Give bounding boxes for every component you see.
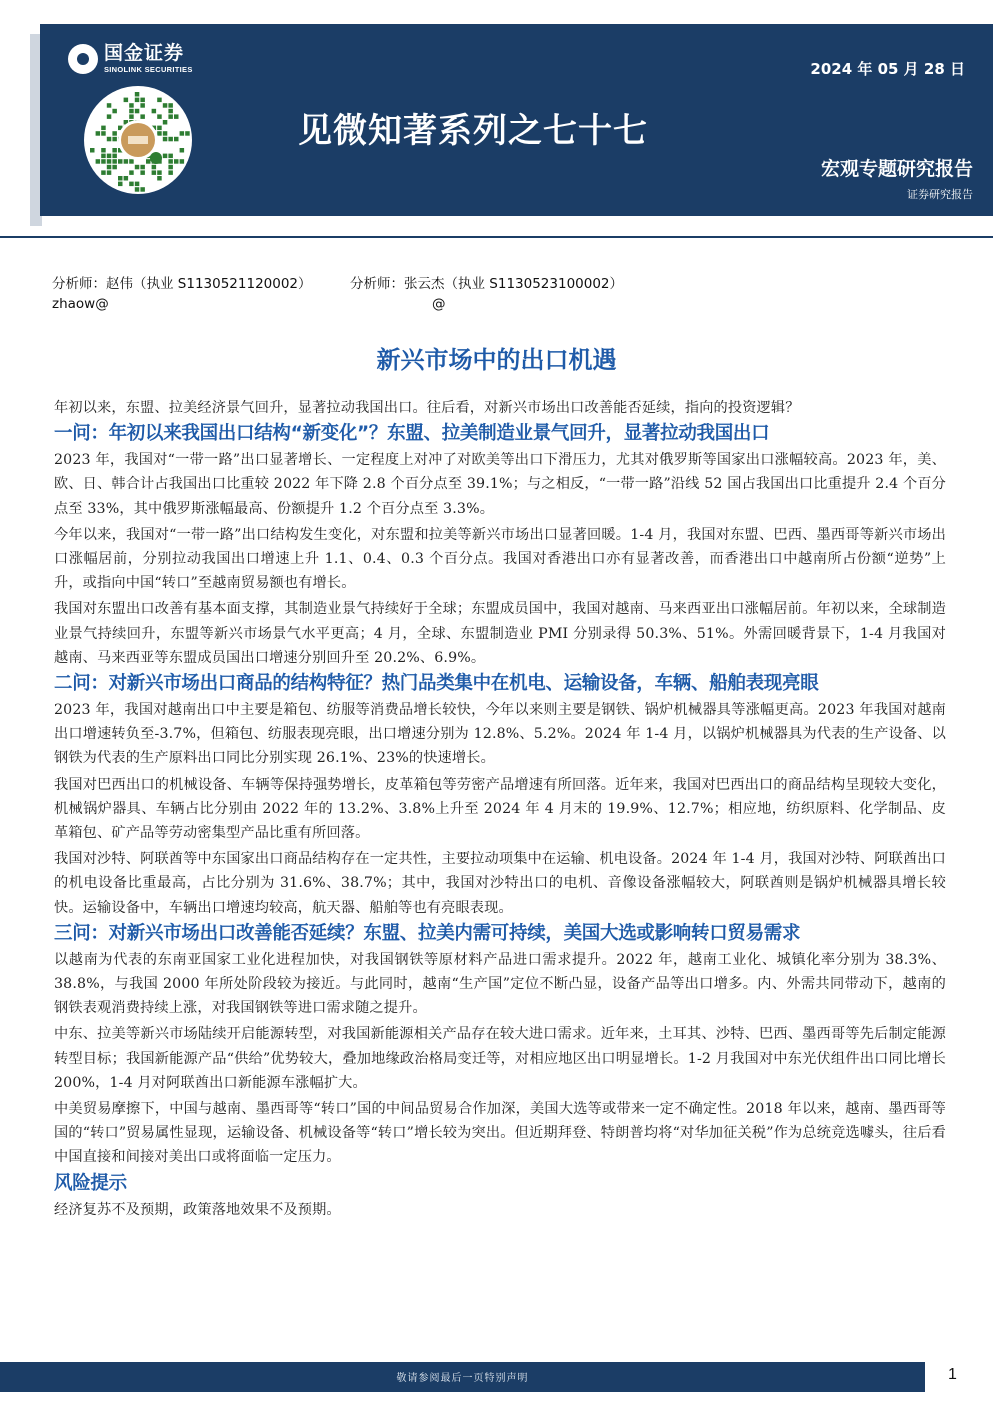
qr-dot	[163, 103, 168, 108]
qr-dot	[112, 148, 117, 153]
qr-dot	[101, 126, 106, 131]
qr-dot	[112, 159, 117, 164]
qr-dot	[140, 114, 145, 119]
page-number: 1	[948, 1366, 957, 1383]
header-rule	[0, 236, 993, 238]
paragraph: 2023 年，我国对越南出口中主要是箱包、纺服等消费品增长较快，今年以来则主要是钢铁、锅炉机械器具等涨幅更高。2023 年我国对越南出口增速转负至-3.7%，但箱包、纺服表现亮眼，出口增速分别为 12.8%、5.2%。2024 年 1-4 月，以锅炉机械器具为代表的生产设备、以钢铁为代表的生产原料出口同比分别实现 26.1%、23%的快速增长。	[54, 702, 946, 767]
qr-dot	[168, 165, 173, 170]
qr-dot	[168, 114, 173, 119]
risk-paragraph: 经济复苏不及预期，政策落地效果不及预期。	[54, 1201, 341, 1218]
qr-dot	[129, 159, 134, 164]
paragraph: 我国对巴西出口的机械设备、车辆等保持强势增长，皮革箱包等劳密产品增速有所回落。近年来，我国对巴西出口的商品结构呈现较大变化，机械锅炉器具、车辆占比分别由 2022 年的 13.2%、3.8%上升至 2024 年 4 月末的 19.9%、12.7%；相应地，纺织原料、化学制品、皮革箱包、矿产品等劳动密集型产品比重有所回落。	[54, 776, 946, 842]
qr-dot	[112, 137, 117, 142]
qr-dot	[157, 176, 162, 181]
qr-dot	[174, 137, 179, 142]
report-subtype: 证券研究报告	[907, 188, 973, 201]
qr-dot	[168, 170, 173, 175]
qr-dot	[152, 170, 157, 175]
qr-dot	[129, 109, 134, 114]
qr-dot	[140, 170, 145, 175]
qr-dot	[174, 114, 179, 119]
qr-dot	[107, 159, 112, 164]
qr-dot	[157, 131, 162, 136]
qr-dot	[140, 98, 145, 103]
analyst-1: 分析师：赵伟（执业 S1130521120002）	[52, 276, 312, 292]
qr-dot	[157, 170, 162, 175]
qr-dot	[135, 165, 140, 170]
qr-dot	[180, 159, 185, 164]
qr-dot	[129, 103, 134, 108]
qr-dot	[135, 92, 140, 97]
qr-dot	[157, 98, 162, 103]
document-title: 新兴市场中的出口机遇	[376, 346, 617, 374]
intro-paragraph: 年初以来，东盟、拉美经济景气回升，显著拉动我国出口。往后看，对新兴市场出口改善能否延续，指向的投资逻辑？	[54, 400, 800, 416]
analyst-2-email[interactable]: @	[432, 296, 446, 312]
paragraph: 中美贸易摩擦下，中国与越南、墨西哥等“转口”国的中间品贸易合作加深，美国大选等或带来一定不确定性。2018 年以来，越南、墨西哥等国的“转口”贸易属性显现，运输设备、机械设备等“转口”增长较为突出。但近期拜登、特朗普均将“对华加征关税”作为总统竞选噱头，往后看中国直接和间接对美出口或将面临一定压力。	[54, 1101, 946, 1166]
qr-dot	[163, 154, 168, 159]
qr-dot	[124, 176, 129, 181]
qr-dot	[107, 170, 112, 175]
logo-mark-icon	[68, 44, 98, 74]
paragraph: 我国对沙特、阿联酋等中东国家出口商品结构存在一定共性，主要拉动项集中在运输、机电设备。2024 年 1-4 月，我国对沙特、阿联酋出口的机电设备比重最高，占比分别为 31.6%、38.7%；其中，我国对沙特出口的电机、音像设备涨幅较大，阿联酋则是锅炉机械器具增长较快。运输设备中，车辆出口增速均较高，航天器、船舶等也有亮眼表现。	[54, 851, 946, 916]
qr-dot	[185, 131, 190, 136]
qr-dot	[152, 165, 157, 170]
qr-dot	[112, 109, 117, 114]
analyst-1-email[interactable]: zhaow@	[52, 296, 109, 312]
qr-dot	[135, 109, 140, 114]
qr-dot	[152, 109, 157, 114]
qr-dot	[168, 159, 173, 164]
qr-dot	[140, 187, 145, 192]
section-heading-2: 二问：对新兴市场出口商品的结构特征？热门品类集中在机电、运输设备，车辆、船舶表现亮眼	[54, 673, 819, 695]
qr-dot	[174, 159, 179, 164]
qr-dot	[168, 154, 173, 159]
qr-dot	[107, 114, 112, 119]
qr-dot	[163, 120, 168, 125]
analyst-info	[52, 274, 952, 314]
qr-dot	[96, 159, 101, 164]
analyst-2: 分析师：张云杰（执业 S1130523100002）	[350, 276, 624, 292]
paragraph: 以越南为代表的东南亚国家工业化进程加快，对我国钢铁等原材料产品进口需求提升。2022 年，越南工业化、城镇化率分别为 38.3%、38.8%，与我国 2000 年所处阶段较为接近。与此同时，越南“生产国”定位不断凸显，设备产品等出口增多。内、外需共同带动下，越南的钢铁表观消费持续上涨，对我国钢铁等进口需求随之提升。	[54, 951, 946, 1017]
qr-dot	[129, 170, 134, 175]
qr-dot	[135, 98, 140, 103]
qr-dot	[163, 131, 168, 136]
qr-dot	[101, 131, 106, 136]
qr-dot	[163, 137, 168, 142]
qr-dot	[101, 154, 106, 159]
qr-dot	[140, 165, 145, 170]
qr-dot	[107, 137, 112, 142]
qr-dot	[112, 165, 117, 170]
series-title: 见微知著系列之七十七	[298, 111, 648, 151]
report-date: 2024 年 05 月 28 日	[810, 60, 965, 78]
qr-dot	[96, 131, 101, 136]
qr-dot	[90, 148, 95, 153]
qr-dot	[107, 154, 112, 159]
qr-dot	[168, 103, 173, 108]
qr-dot	[124, 159, 129, 164]
qr-code-icon[interactable]	[84, 86, 192, 194]
footer-disclaimer[interactable]: 敬请参阅最后一页特别声明	[396, 1373, 529, 1384]
qr-dot	[140, 103, 145, 108]
qr-dot	[124, 98, 129, 103]
qr-dot	[101, 170, 106, 175]
qr-dot	[157, 114, 162, 119]
report-type: 宏观专题研究报告	[820, 158, 973, 180]
section-heading-1: 一问：年初以来我国出口结构“新变化”？东盟、拉美制造业景气回升，显著拉动我国出口	[54, 423, 770, 445]
logo-cn: 国金证券	[104, 42, 185, 65]
qr-dot	[107, 165, 112, 170]
paragraph: 今年以来，我国对“一带一路”出口结构发生变化，对东盟和拉美等新兴市场出口显著回暖。1-4 月，我国对东盟、巴西、墨西哥等新兴市场出口涨幅居前，分别拉动我国出口增速上升 1.1、0.4、0.3 个百分点。我国对香港出口亦有显著改善，而香港出口中越南所占份额“逆势”上升，或指向中国“转口”至越南贸易额也有增长。	[54, 526, 946, 592]
qr-dot	[112, 154, 117, 159]
qr-dot	[118, 159, 123, 164]
paragraph: 2023 年，我国对“一带一路”出口显著增长、一定程度上对冲了对欧美等出口下滑压力，尤其对俄罗斯等国家出口涨幅较高。2023 年，美、欧、日、韩合计占我国出口比重较 2022 年下降 2.8 个百分点至 39.1%；与之相反，“一带一路”沿线 52 国占我国出口比重提升 2.4 个百分点至 33%，其中俄罗斯涨幅最高、份额提升 1.2 个百分点至 3.3%。	[54, 452, 946, 517]
qr-dot	[101, 148, 106, 153]
qr-dot	[180, 131, 185, 136]
qr-dot	[157, 126, 162, 131]
section-heading-risk: 风险提示	[54, 1172, 127, 1194]
qr-dot	[129, 182, 134, 187]
qr-dot	[135, 182, 140, 187]
qr-dot	[135, 187, 140, 192]
qr-dot	[107, 103, 112, 108]
qr-dot	[101, 159, 106, 164]
qr-dot	[180, 148, 185, 153]
company-logo	[68, 44, 193, 74]
logo-en: SINOLINK SECURITIES	[104, 65, 193, 75]
qr-dot	[168, 137, 173, 142]
qr-dot	[146, 159, 151, 164]
qr-dot	[118, 182, 123, 187]
qr-dot	[129, 114, 134, 119]
section-heading-3: 三问：对新兴市场出口改善能否延续？东盟、拉美内需可持续，美国大选或影响转口贸易需求	[54, 922, 801, 944]
paragraph: 我国对东盟出口改善有基本面支撑，其制造业景气持续好于全球；东盟成员国中，我国对越南、马来西亚出口涨幅居前。年初以来，全球制造业景气持续回升，东盟等新兴市场景气水平更高；4 月，全球、东盟制造业 PMI 分别录得 50.3%、51%。外需回暖背景下，1-4 月我国对越南、马来西亚等东盟成员国出口增速分别回升至 20.2%、6.9%。	[54, 601, 946, 666]
qr-dot	[168, 109, 173, 114]
paragraph: 中东、拉美等新兴市场陆续开启能源转型，对我国新能源相关产品存在较大进口需求。近年来，土耳其、沙特、巴西、墨西哥等先后制定能源转型目标；我国新能源产品“供给”优势较大，叠加地缘政治格局变迁等，对相应地区出口明显增长。1-2 月我国对中东光伏组件出口同比增长 200%，1-4 月对阿联酋出口新能源车涨幅扩大。	[54, 1026, 946, 1091]
qr-dot	[118, 176, 123, 181]
qr-dot	[112, 131, 117, 136]
report-body	[54, 396, 946, 1222]
